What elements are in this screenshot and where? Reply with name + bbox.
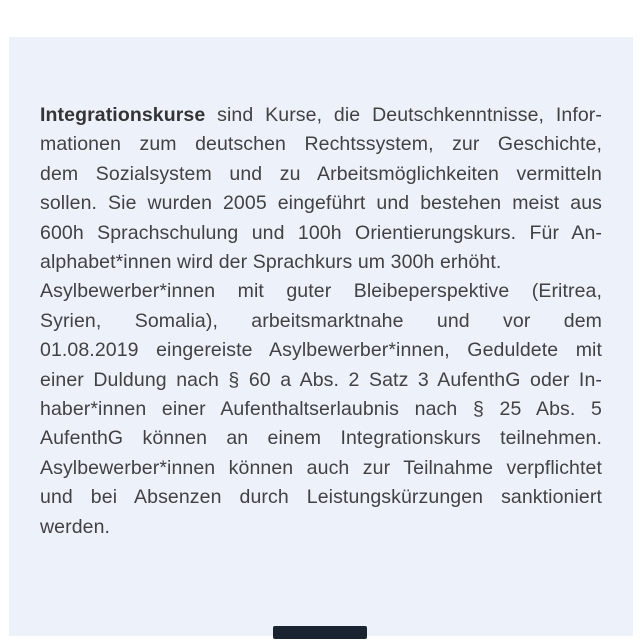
text-line: einer Duldung nach § 60 a Abs. 2 Satz 3 AufenthG oder In-	[40, 368, 602, 391]
home-indicator-bar	[273, 626, 367, 639]
text-line: und bei Absenzen durch Leistungskürzungen sanktioniert	[40, 486, 602, 509]
text-line: Asylbewerber*innen mit guter Bleibeperspektive (Eritrea,	[40, 280, 602, 303]
text-line: dem Sozialsystem und zu Arbeitsmöglichkeiten vermitteln	[40, 162, 602, 185]
text-line: mationen zum deutschen Rechtssystem, zur Geschichte,	[40, 133, 602, 156]
text-line: 600h Sprachschulung und 100h Orientierungskurs. Für An-	[40, 221, 602, 244]
text-line: Integrationskurse sind Kurse, die Deutschkenntnisse, Infor-	[40, 104, 602, 126]
text-line: sollen. Sie wurden 2005 eingeführt und bestehen meist aus	[40, 192, 602, 215]
text-line: Asylbewerber*innen können auch zur Teilnahme verpflichtet	[40, 456, 602, 479]
text-line: Syrien, Somalia), arbeitsmarktnahe und vor dem	[40, 309, 602, 332]
article-text-block	[40, 101, 602, 542]
text-line: 01.08.2019 eingereiste Asylbewerber*innen, Geduldete mit	[40, 339, 602, 362]
lead-term: Integrationskurse	[40, 104, 206, 126]
text-line: werden.	[40, 515, 111, 538]
text-line: alphabet*innen wird der Sprachkurs um 300h erhöht.	[40, 251, 502, 274]
text-line: AufenthG können an einem Integrationskurs teilnehmen.	[40, 427, 602, 450]
content-card	[9, 37, 633, 636]
text-line: haber*innen einer Aufenthaltserlaubnis nach § 25 Abs. 5	[40, 398, 602, 421]
